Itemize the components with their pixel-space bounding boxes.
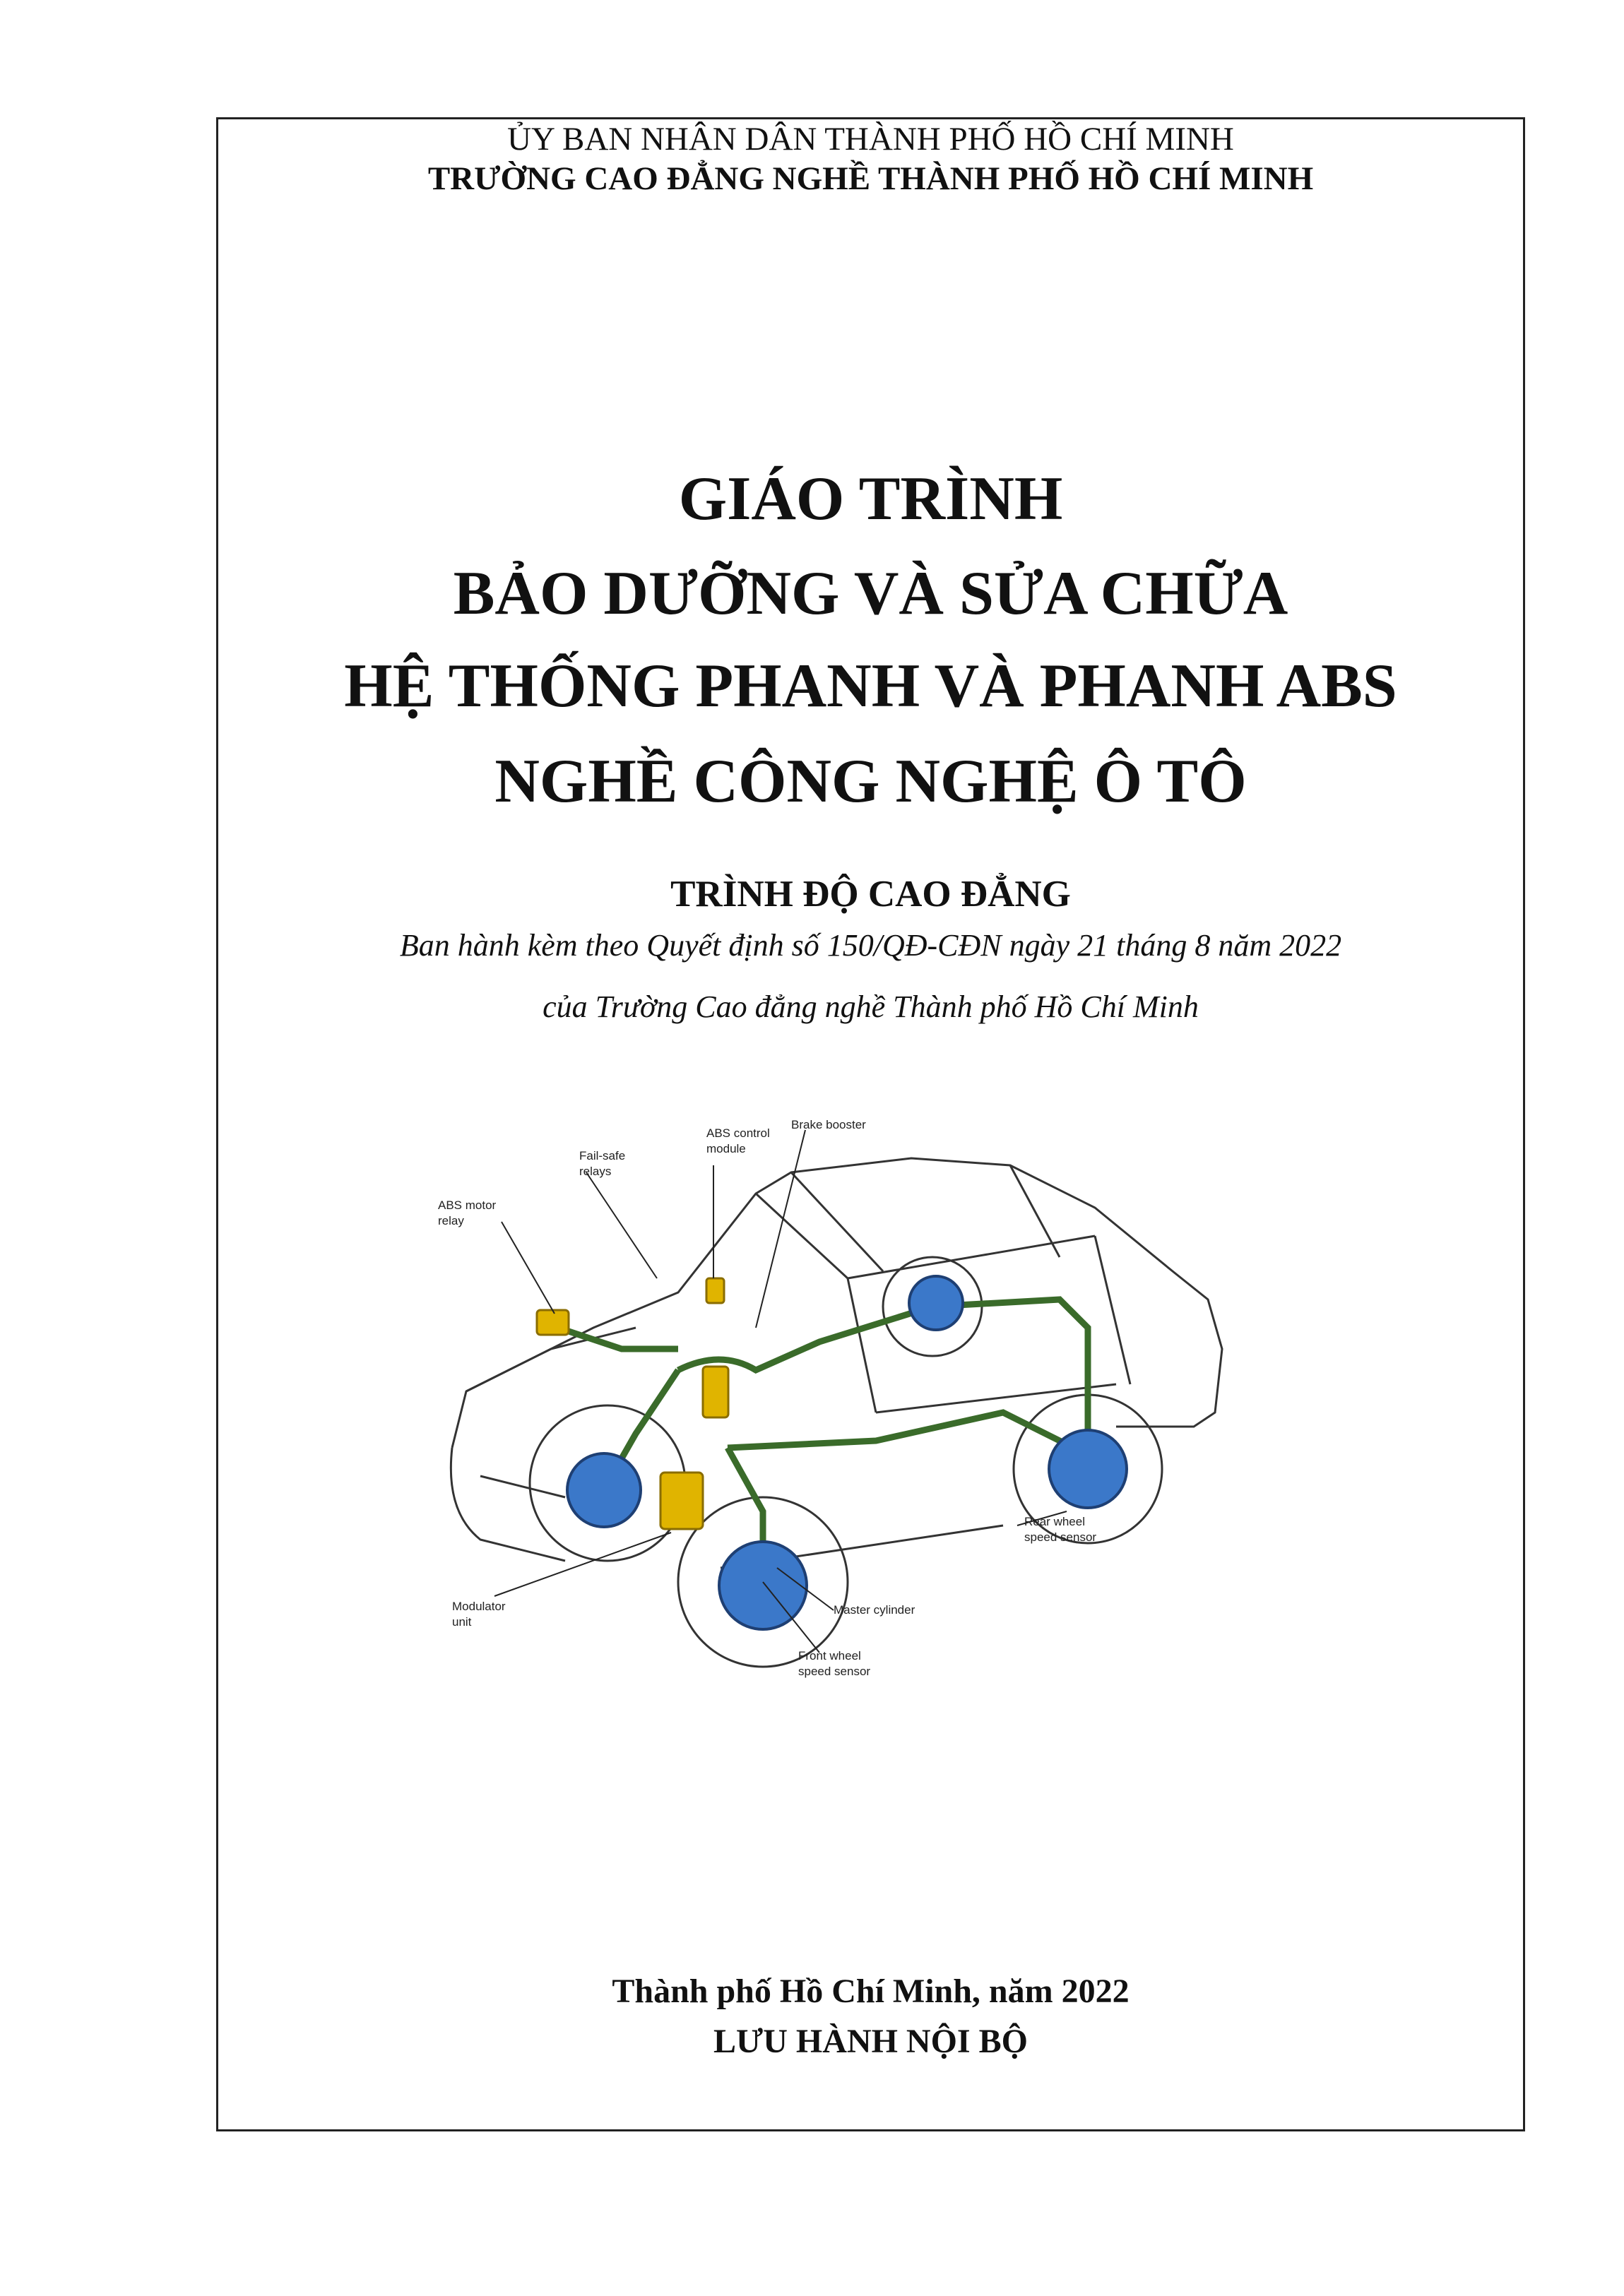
label-rear-wheel-sensor: Rear wheel xyxy=(1024,1515,1085,1528)
title-line-1: GIÁO TRÌNH xyxy=(678,465,1063,533)
label-fail-safe: Fail-safe xyxy=(579,1149,626,1162)
brake-lines xyxy=(558,1299,1088,1582)
school-name: TRƯỜNG CAO ĐẲNG NGHỀ THÀNH PHỐ HỒ CHÍ MINH xyxy=(427,160,1314,197)
label-abs-control-module-2: module xyxy=(706,1142,746,1155)
committee-name: ỦY BAN NHÂN DÂN THÀNH PHỐ HỒ CHÍ MINH xyxy=(507,121,1234,157)
training-level: TRÌNH ĐỘ CAO ĐẲNG xyxy=(670,874,1071,915)
label-fail-safe-2: relays xyxy=(579,1165,612,1178)
rear-left-disc-icon xyxy=(909,1276,963,1330)
front-right-disc-icon xyxy=(719,1542,807,1629)
label-abs-motor: ABS motor xyxy=(438,1198,497,1212)
place-year: Thành phố Hồ Chí Minh, năm 2022 xyxy=(612,1973,1130,2010)
front-left-disc-icon xyxy=(567,1453,641,1527)
circulation-note: LƯU HÀNH NỘI BỘ xyxy=(713,2023,1028,2060)
title-line-2: BẢO DƯỠNG VÀ SỬA CHỮA xyxy=(453,559,1288,628)
label-abs-control-module: ABS control xyxy=(706,1126,770,1140)
decree-text: Ban hành kèm theo Quyết định số 150/QĐ-CĐN ngày 21 tháng 8 năm 2022 xyxy=(399,928,1342,963)
car-outline xyxy=(451,1158,1222,1667)
label-front-wheel-sensor: Front wheel xyxy=(798,1649,861,1662)
abs-brake-system-diagram xyxy=(424,1116,1272,1702)
label-master-cylinder: Master cylinder xyxy=(834,1603,915,1617)
modulator-unit-icon xyxy=(660,1473,703,1529)
rear-right-disc-icon xyxy=(1049,1430,1127,1508)
abs-control-module-icon xyxy=(703,1367,728,1417)
abs-motor-relay-icon xyxy=(537,1310,569,1335)
title-line-3: HỆ THỐNG PHANH VÀ PHANH ABS xyxy=(344,652,1397,720)
label-modulator: Modulator xyxy=(452,1600,506,1613)
label-abs-motor-2: relay xyxy=(438,1214,464,1227)
fail-safe-relay-icon xyxy=(706,1278,724,1303)
issuer-text: của Trường Cao đẳng nghề Thành phố Hồ Chí Minh xyxy=(543,989,1199,1024)
title-line-4: NGHỀ CÔNG NGHỆ Ô TÔ xyxy=(494,747,1247,816)
label-front-wheel-sensor-2: speed sensor xyxy=(798,1665,871,1678)
label-modulator-2: unit xyxy=(452,1615,472,1629)
label-brake-booster: Brake booster xyxy=(791,1118,866,1131)
label-rear-wheel-sensor-2: speed sensor xyxy=(1024,1530,1097,1544)
